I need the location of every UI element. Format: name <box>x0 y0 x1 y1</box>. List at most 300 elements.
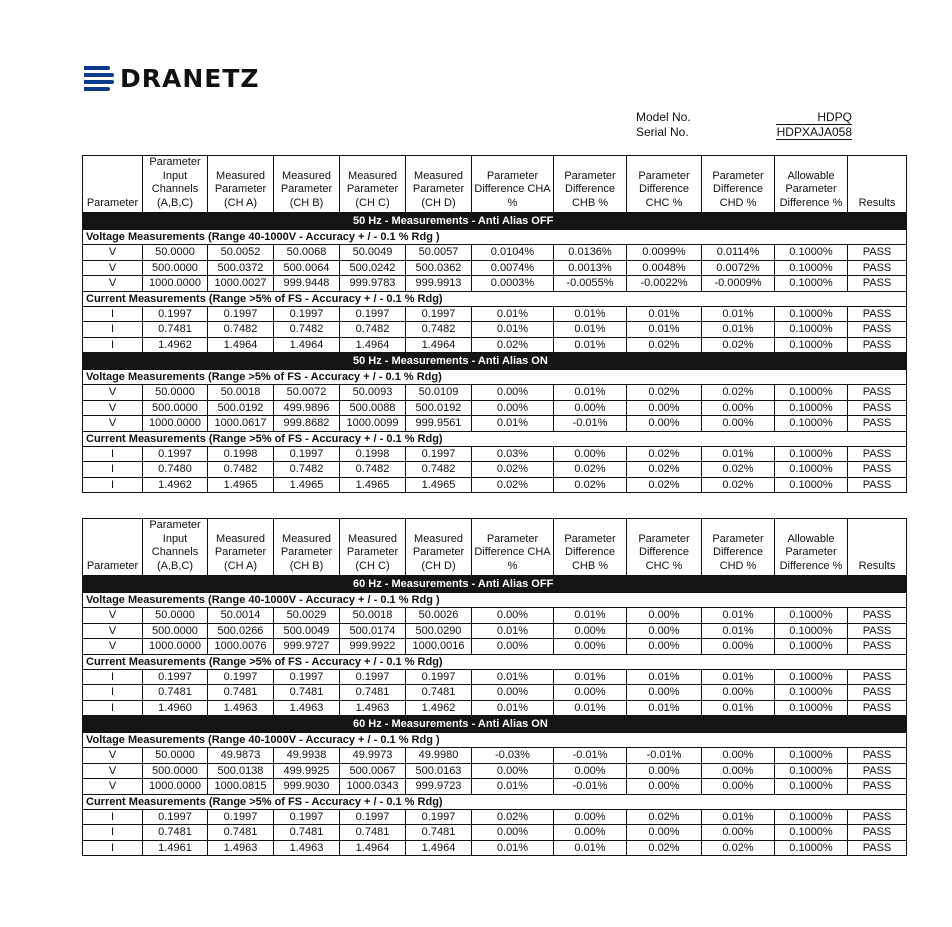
table-cell: 1000.0000 <box>143 639 208 655</box>
table-row <box>83 763 907 779</box>
table-cell: 0.7482 <box>406 322 472 338</box>
section-row <box>83 230 907 245</box>
hdr-results: Results <box>848 519 907 576</box>
table-cell: 0.0003% <box>472 276 554 292</box>
hdr-ch-d: Measured Parameter (CH D) <box>406 156 472 213</box>
table-cell: 49.9980 <box>406 748 472 764</box>
table-cell: 50.0052 <box>208 245 274 261</box>
table-row <box>83 685 907 701</box>
table-cell: 0.7481 <box>274 685 340 701</box>
table-cell: 49.9973 <box>340 748 406 764</box>
section-row <box>83 291 907 306</box>
table-cell: 0.01% <box>702 700 775 716</box>
table-cell: 1.4963 <box>274 700 340 716</box>
table-cell: 50.0026 <box>406 608 472 624</box>
band-title: 60 Hz - Measurements - Anti Alias ON <box>83 716 907 733</box>
table-cell: 0.00% <box>554 685 627 701</box>
table-cell: 0.00% <box>627 639 702 655</box>
table-cell: 0.1000% <box>775 809 848 825</box>
table-cell: 1000.0343 <box>340 779 406 795</box>
section-title: Current Measurements (Range >5% of FS - Accuracy + / - 0.1 % Rdg) <box>83 431 907 446</box>
table-cell: 0.01% <box>554 608 627 624</box>
table-cell: 1.4964 <box>406 840 472 856</box>
band-row <box>83 576 907 593</box>
table-cell: 499.9896 <box>274 400 340 416</box>
table-cell: 50.0109 <box>406 385 472 401</box>
table-cell: 1.4965 <box>406 477 472 493</box>
table-cell: 500.0000 <box>143 623 208 639</box>
table-cell: 0.00% <box>627 623 702 639</box>
table-cell: 0.01% <box>472 840 554 856</box>
table-cell: 0.1000% <box>775 245 848 261</box>
table-cell: 1000.0000 <box>143 779 208 795</box>
section-title: Voltage Measurements (Range 40-1000V - Accuracy + / - 0.1 % Rdg ) <box>83 593 907 608</box>
table-cell: 0.7481 <box>340 825 406 841</box>
table-cell: 50.0029 <box>274 608 340 624</box>
table-cell: 50.0018 <box>208 385 274 401</box>
table-cell: 0.7481 <box>208 685 274 701</box>
hdr-input-channels: Parameter Input Channels (A,B,C) <box>143 156 208 213</box>
table-cell: 500.0049 <box>274 623 340 639</box>
model-value: HDPQ <box>776 110 852 125</box>
section-title: Current Measurements (Range >5% of FS - Accuracy + / - 0.1 % Rdg) <box>83 654 907 669</box>
table-cell: 0.00% <box>627 608 702 624</box>
table-cell: 0.00% <box>472 763 554 779</box>
table-row <box>83 840 907 856</box>
table-row <box>83 779 907 795</box>
table-cell: 0.1997 <box>406 669 472 685</box>
hdr-diff-chc: Parameter Difference CHC % <box>627 519 702 576</box>
table-cell: PASS <box>848 462 907 478</box>
table-cell: 0.02% <box>702 840 775 856</box>
hdr-ch-d: Measured Parameter (CH D) <box>406 519 472 576</box>
table-cell: 500.0192 <box>208 400 274 416</box>
table-cell: 1.4964 <box>406 337 472 353</box>
table-cell: 1.4963 <box>208 840 274 856</box>
table-cell: 50.0068 <box>274 245 340 261</box>
table-cell: 0.1997 <box>143 446 208 462</box>
table-cell: 0.01% <box>554 700 627 716</box>
table-cell: 1.4962 <box>143 337 208 353</box>
table-row <box>83 416 907 432</box>
table-cell: 0.0013% <box>554 260 627 276</box>
table-cell: 0.00% <box>627 825 702 841</box>
table-cell: 0.1000% <box>775 825 848 841</box>
table-cell: 0.02% <box>627 462 702 478</box>
table-cell: 0.1997 <box>208 809 274 825</box>
section-row <box>83 370 907 385</box>
dranetz-logo-mark <box>84 66 114 92</box>
table-cell: 0.02% <box>702 462 775 478</box>
table-row <box>83 700 907 716</box>
table-cell: PASS <box>848 446 907 462</box>
table-cell: 500.0290 <box>406 623 472 639</box>
band-row <box>83 716 907 733</box>
table-cell: 1000.0815 <box>208 779 274 795</box>
header-row <box>83 156 907 213</box>
table-row <box>83 446 907 462</box>
table-cell: 0.00% <box>702 416 775 432</box>
table-cell: 0.00% <box>554 400 627 416</box>
table-cell: 0.00% <box>472 608 554 624</box>
section-title: Current Measurements (Range >5% of FS - Accuracy + / - 0.1 % Rdg) <box>83 794 907 809</box>
table-cell: 0.02% <box>702 337 775 353</box>
table-cell: 0.01% <box>472 306 554 322</box>
table-cell: 0.00% <box>554 639 627 655</box>
table-cell: 0.1000% <box>775 685 848 701</box>
table-cell: 0.01% <box>472 416 554 432</box>
hdr-allowable: Allowable Parameter Difference % <box>775 156 848 213</box>
table-cell: 0.7482 <box>340 462 406 478</box>
table-cell: 0.00% <box>554 763 627 779</box>
table-cell: I <box>83 337 143 353</box>
table-cell: 0.00% <box>627 416 702 432</box>
table-cell: 0.1997 <box>274 669 340 685</box>
table-cell: 0.02% <box>627 337 702 353</box>
table-cell: 0.1000% <box>775 700 848 716</box>
table-cell: PASS <box>848 840 907 856</box>
table-cell: 0.01% <box>702 322 775 338</box>
table-cell: 500.0088 <box>340 400 406 416</box>
table-cell: 0.1997 <box>208 306 274 322</box>
table-cell: 0.01% <box>472 623 554 639</box>
table-cell: 0.1997 <box>406 306 472 322</box>
hdr-ch-c: Measured Parameter (CH C) <box>340 156 406 213</box>
table-cell: 0.1997 <box>274 809 340 825</box>
table-cell: 500.0163 <box>406 763 472 779</box>
table-cell: 500.0000 <box>143 763 208 779</box>
table-cell: 0.1997 <box>406 809 472 825</box>
table-cell: PASS <box>848 245 907 261</box>
table-cell: V <box>83 260 143 276</box>
table-cell: -0.01% <box>554 748 627 764</box>
table-cell: 0.01% <box>627 669 702 685</box>
table-cell: 1.4964 <box>208 337 274 353</box>
table-row <box>83 322 907 338</box>
table-cell: 500.0174 <box>340 623 406 639</box>
table-cell: 0.1000% <box>775 779 848 795</box>
table-row <box>83 276 907 292</box>
table-cell: PASS <box>848 385 907 401</box>
table-cell: 0.02% <box>627 477 702 493</box>
table-row <box>83 477 907 493</box>
table-cell: 0.02% <box>472 462 554 478</box>
section-title: Voltage Measurements (Range 40-1000V - Accuracy + / - 0.1 % Rdg ) <box>83 230 907 245</box>
table-cell: 0.00% <box>472 825 554 841</box>
table-cell: 50.0000 <box>143 385 208 401</box>
table-cell: V <box>83 416 143 432</box>
table-cell: 0.02% <box>627 385 702 401</box>
table-cell: 1000.0099 <box>340 416 406 432</box>
table-cell: -0.01% <box>554 779 627 795</box>
table-cell: PASS <box>848 700 907 716</box>
table-cell: 1.4961 <box>143 840 208 856</box>
table-cell: 0.1997 <box>340 306 406 322</box>
hdr-parameter: Parameter <box>83 519 143 576</box>
table-row <box>83 462 907 478</box>
table-cell: -0.0055% <box>554 276 627 292</box>
table-cell: I <box>83 840 143 856</box>
table-cell: 999.9448 <box>274 276 340 292</box>
table-row <box>83 306 907 322</box>
table-cell: 0.00% <box>627 763 702 779</box>
table-cell: 0.02% <box>702 385 775 401</box>
table-cell: 0.01% <box>627 322 702 338</box>
results-table-50hz <box>82 155 907 493</box>
table-cell: PASS <box>848 825 907 841</box>
hdr-ch-b: Measured Parameter (CH B) <box>274 156 340 213</box>
table-cell: 0.00% <box>554 446 627 462</box>
table-cell: 0.1000% <box>775 276 848 292</box>
table-cell: 0.00% <box>627 685 702 701</box>
table-cell: 999.9913 <box>406 276 472 292</box>
table-cell: 999.9783 <box>340 276 406 292</box>
table-cell: 0.1997 <box>340 809 406 825</box>
band-title: 50 Hz - Measurements - Anti Alias ON <box>83 353 907 370</box>
table-cell: 0.1998 <box>208 446 274 462</box>
table-cell: 50.0018 <box>340 608 406 624</box>
table-cell: PASS <box>848 809 907 825</box>
table-cell: V <box>83 385 143 401</box>
model-serial-block <box>636 110 852 140</box>
hdr-diff-chb: Parameter Difference CHB % <box>554 156 627 213</box>
table-cell: V <box>83 400 143 416</box>
hdr-ch-b: Measured Parameter (CH B) <box>274 519 340 576</box>
table-row <box>83 400 907 416</box>
table-cell: V <box>83 276 143 292</box>
hdr-results: Results <box>848 156 907 213</box>
table-cell: 0.02% <box>627 446 702 462</box>
table-cell: 0.1000% <box>775 385 848 401</box>
table-cell: 0.1998 <box>340 446 406 462</box>
table-cell: 0.1000% <box>775 623 848 639</box>
band-row <box>83 213 907 230</box>
table-cell: 0.01% <box>627 306 702 322</box>
hdr-diff-cha: Parameter Difference CHA % <box>472 156 554 213</box>
table-cell: PASS <box>848 748 907 764</box>
table-cell: I <box>83 700 143 716</box>
table-row <box>83 825 907 841</box>
table-cell: 1.4960 <box>143 700 208 716</box>
table-cell: 0.1000% <box>775 416 848 432</box>
table-cell: I <box>83 825 143 841</box>
table-cell: 999.9561 <box>406 416 472 432</box>
table-cell: 1.4962 <box>406 700 472 716</box>
table-cell: 0.02% <box>627 809 702 825</box>
table-cell: 50.0049 <box>340 245 406 261</box>
table-cell: 1.4965 <box>274 477 340 493</box>
table-cell: 50.0093 <box>340 385 406 401</box>
table-cell: 0.1997 <box>274 306 340 322</box>
table-cell: 1.4964 <box>340 337 406 353</box>
table-cell: 0.00% <box>702 763 775 779</box>
table-cell: 50.0000 <box>143 748 208 764</box>
table-cell: 0.0048% <box>627 260 702 276</box>
table-cell: 499.9925 <box>274 763 340 779</box>
table-cell: 0.7482 <box>274 462 340 478</box>
table-cell: 0.1997 <box>143 669 208 685</box>
table-cell: 0.02% <box>472 477 554 493</box>
table-row <box>83 260 907 276</box>
table-cell: 1.4965 <box>208 477 274 493</box>
table-cell: 0.1997 <box>274 446 340 462</box>
table-cell: 50.0000 <box>143 245 208 261</box>
table-cell: 1000.0016 <box>406 639 472 655</box>
table-cell: V <box>83 608 143 624</box>
table-cell: 0.01% <box>554 385 627 401</box>
table-row <box>83 669 907 685</box>
table-cell: 0.02% <box>472 809 554 825</box>
table-cell: PASS <box>848 416 907 432</box>
table-cell: 999.9723 <box>406 779 472 795</box>
table-cell: I <box>83 306 143 322</box>
table-cell: 999.8682 <box>274 416 340 432</box>
table-cell: 0.0114% <box>702 245 775 261</box>
table-cell: 500.0362 <box>406 260 472 276</box>
table-cell: 0.1997 <box>208 669 274 685</box>
table-cell: 0.7481 <box>143 825 208 841</box>
serial-label: Serial No. <box>636 125 689 139</box>
table-cell: PASS <box>848 779 907 795</box>
hdr-diff-chd: Parameter Difference CHD % <box>702 156 775 213</box>
table-cell: 1.4963 <box>340 700 406 716</box>
hdr-ch-c: Measured Parameter (CH C) <box>340 519 406 576</box>
table-cell: PASS <box>848 639 907 655</box>
table-cell: 1000.0076 <box>208 639 274 655</box>
table-cell: 50.0057 <box>406 245 472 261</box>
table-cell: 500.0000 <box>143 400 208 416</box>
table-cell: 0.02% <box>472 337 554 353</box>
table-cell: 0.1000% <box>775 669 848 685</box>
table-cell: 0.7482 <box>208 462 274 478</box>
table-row <box>83 639 907 655</box>
table-cell: 0.02% <box>702 477 775 493</box>
table-cell: 0.00% <box>627 400 702 416</box>
table-cell: 0.00% <box>702 639 775 655</box>
table-cell: -0.0009% <box>702 276 775 292</box>
table-cell: -0.01% <box>627 748 702 764</box>
section-title: Current Measurements (Range >5% of FS - Accuracy + / - 0.1 % Rdg) <box>83 291 907 306</box>
table-cell: PASS <box>848 306 907 322</box>
table-row <box>83 245 907 261</box>
table-cell: PASS <box>848 322 907 338</box>
table-cell: 0.1000% <box>775 446 848 462</box>
table-cell: PASS <box>848 669 907 685</box>
table-cell: I <box>83 809 143 825</box>
table-cell: 1000.0000 <box>143 276 208 292</box>
table-cell: 0.1997 <box>406 446 472 462</box>
section-row <box>83 654 907 669</box>
table-cell: 0.01% <box>554 322 627 338</box>
table-cell: 0.1000% <box>775 763 848 779</box>
section-row <box>83 733 907 748</box>
table-cell: PASS <box>848 337 907 353</box>
table-cell: 0.1000% <box>775 260 848 276</box>
table-cell: 0.03% <box>472 446 554 462</box>
table-cell: 0.01% <box>702 446 775 462</box>
table-cell: 500.0192 <box>406 400 472 416</box>
table-cell: 0.00% <box>702 400 775 416</box>
table-cell: 1.4963 <box>274 840 340 856</box>
table-cell: 0.1000% <box>775 639 848 655</box>
table-cell: 0.02% <box>627 840 702 856</box>
table-cell: PASS <box>848 623 907 639</box>
table-cell: 0.00% <box>702 748 775 764</box>
table-cell: 0.01% <box>702 623 775 639</box>
table-cell: 49.9938 <box>274 748 340 764</box>
hdr-diff-chd: Parameter Difference CHD % <box>702 519 775 576</box>
table-cell: 0.02% <box>554 477 627 493</box>
table-cell: 0.7481 <box>208 825 274 841</box>
table-cell: 0.1000% <box>775 748 848 764</box>
table-cell: 0.7482 <box>340 322 406 338</box>
table-cell: V <box>83 623 143 639</box>
table-cell: 0.1000% <box>775 337 848 353</box>
table-row <box>83 748 907 764</box>
hdr-diff-cha: Parameter Difference CHA % <box>472 519 554 576</box>
table-cell: 0.01% <box>554 306 627 322</box>
table-cell: PASS <box>848 685 907 701</box>
table-cell: V <box>83 748 143 764</box>
table-cell: 0.00% <box>472 400 554 416</box>
hdr-diff-chc: Parameter Difference CHC % <box>627 156 702 213</box>
table-cell: V <box>83 245 143 261</box>
table-cell: 0.00% <box>472 685 554 701</box>
band-title: 60 Hz - Measurements - Anti Alias OFF <box>83 576 907 593</box>
table-cell: PASS <box>848 477 907 493</box>
table-cell: 0.01% <box>702 809 775 825</box>
table-cell: 0.01% <box>472 700 554 716</box>
table-cell: 0.7481 <box>274 825 340 841</box>
table-cell: 0.7482 <box>208 322 274 338</box>
table-cell: 0.00% <box>472 639 554 655</box>
header-row <box>83 519 907 576</box>
hdr-input-channels: Parameter Input Channels (A,B,C) <box>143 519 208 576</box>
table-cell: 1.4964 <box>340 840 406 856</box>
table-row <box>83 623 907 639</box>
table-cell: PASS <box>848 763 907 779</box>
table-cell: 49.9873 <box>208 748 274 764</box>
table-cell: V <box>83 763 143 779</box>
table-cell: 500.0242 <box>340 260 406 276</box>
table-cell: 1000.0027 <box>208 276 274 292</box>
table-cell: 0.00% <box>627 779 702 795</box>
table-cell: 0.7481 <box>406 825 472 841</box>
table-cell: 0.01% <box>702 669 775 685</box>
table-cell: I <box>83 669 143 685</box>
hdr-allowable: Allowable Parameter Difference % <box>775 519 848 576</box>
table-cell: I <box>83 446 143 462</box>
table-cell: 0.1000% <box>775 462 848 478</box>
section-row <box>83 794 907 809</box>
table-cell: 0.00% <box>554 623 627 639</box>
table-cell: 0.1000% <box>775 840 848 856</box>
table-cell: 50.0000 <box>143 608 208 624</box>
table-cell: I <box>83 477 143 493</box>
table-cell: 0.7482 <box>274 322 340 338</box>
table-cell: 0.01% <box>472 322 554 338</box>
hdr-parameter: Parameter <box>83 156 143 213</box>
section-title: Voltage Measurements (Range 40-1000V - Accuracy + / - 0.1 % Rdg ) <box>83 733 907 748</box>
table-cell: 0.01% <box>554 337 627 353</box>
table-cell: 0.0072% <box>702 260 775 276</box>
serial-value: HDPXAJA058 <box>776 125 852 139</box>
table-cell: PASS <box>848 276 907 292</box>
table-cell: 0.01% <box>472 669 554 685</box>
table-cell: 50.0072 <box>274 385 340 401</box>
table-cell: 0.02% <box>554 462 627 478</box>
table-cell: 0.1000% <box>775 322 848 338</box>
